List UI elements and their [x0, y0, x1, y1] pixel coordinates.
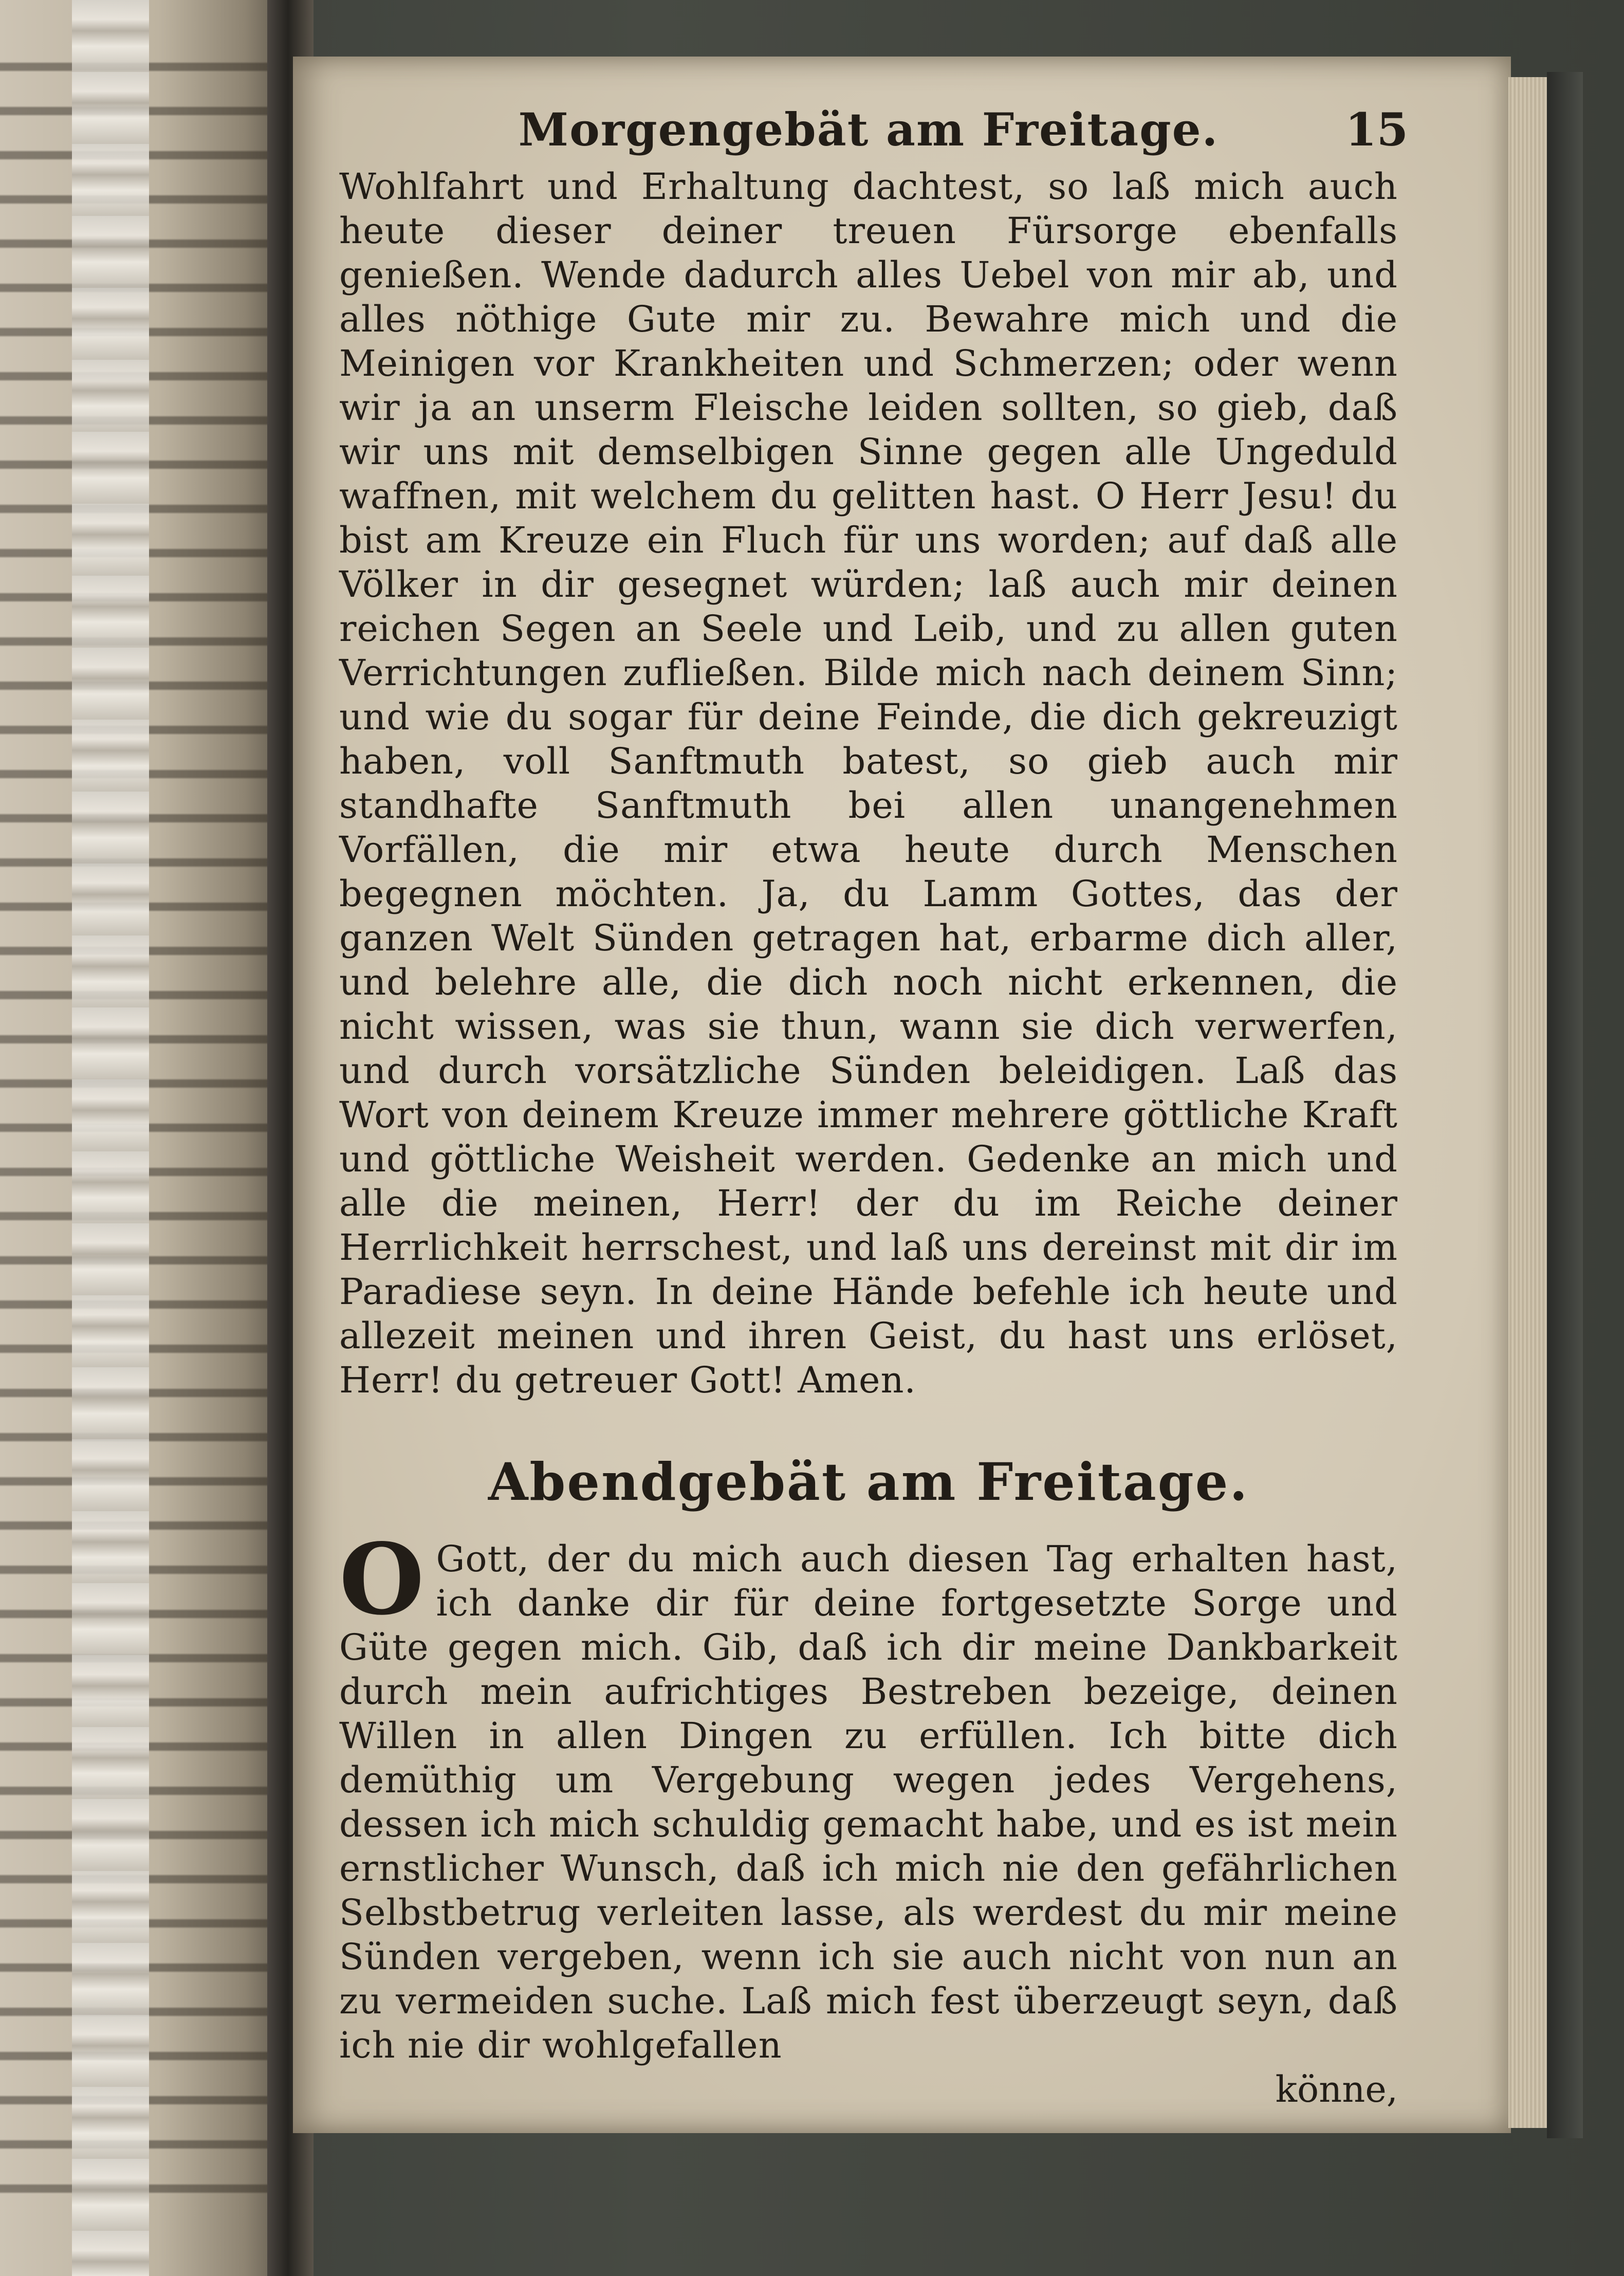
catchword: könne,: [1275, 2068, 1398, 2110]
evening-prayer-paragraph: [339, 1522, 1398, 2067]
running-head: Morgengebät am Freitage.: [518, 103, 1219, 156]
section-heading: Abendgebät am Freitage.: [488, 1452, 1249, 1512]
page-number: 15: [1345, 103, 1408, 156]
cover-edge: [1547, 72, 1583, 2138]
page-block-edge: [1508, 77, 1549, 2128]
page-strip: [72, 0, 149, 2276]
page-text: [339, 103, 1408, 2112]
page-header: [339, 103, 1408, 164]
evening-prayer-text: Gott, der du mich auch diesen Tag erhalten hast, ich danke dir für deine fortgesetzte Sorge und Güte gegen mich. Gib, daß ich dir meine Dankbarkeit durch mein aufrichtiges Bestreben bezeige, deinen Willen in allen Dingen zu erfüllen. Ich bitte dich demüthig um Vergebung wegen jedes Vergehens, dessen ich mich schuldig gemacht habe, und es ist mein ernstlicher Wunsch, daß ich mich nie den gefährlichen Selbstbetrug verleiten lasse, als werdest du mir meine Sünden vergeben, wenn ich sie auch nicht von nun an zu vermeiden suche. Laß mich fest überzeugt seyn, daß ich nie dir wohlgefallen: [339, 1538, 1398, 2066]
previous-page-fragment: [0, 0, 288, 2276]
morning-prayer-paragraph: Wohlfahrt und Erhaltung dachtest, so laß mich auch heute dieser deiner treuen Fürsorge ebenfalls genießen. Wende dadurch alles Uebel von mir ab, und alles nöthige Gute mir zu. Bewahre mich und die Meinigen vor Krankheiten und Schmerzen; oder wenn wir ja an unserm Fleische leiden sollten, so gieb, daß wir uns mit demselbigen Sinne gegen alle Ungeduld waffnen, mit welchem du gelitten hast. O Herr Jesu! du bist am Kreuze ein Fluch für uns worden; auf daß alle Völker in dir gesegnet würden; laß auch mir deinen reichen Segen an Seele und Leib, und zu allen guten Verrichtungen zufließen. Bilde mich nach deinem Sinn; und wie du sogar für deine Feinde, die dich gekreuzigt haben, voll Sanftmuth batest, so gieb auch mir standhafte Sanftmuth bei allen unangenehmen Vorfällen, die mir etwa heute durch Menschen begegnen möchten. Ja, du Lamm Gottes, das der ganzen Welt Sünden getragen hat, erbarme dich aller, und belehre alle, die dich noch nicht erkennen, die nicht wissen, was sie thun, wann sie dich verwerfen, und durch vorsätzliche Sünden beleidigen. Laß das Wort von deinem Kreuze immer mehrere göttliche Kraft und göttliche Weisheit werden. Gedenke an mich und alle die meinen, Herr! der du im Reiche deiner Herrlichkeit herrschest, und laß uns dereinst mit dir im Paradiese seyn. In deine Hände befehle ich heute und allezeit meinen und ihren Geist, du hast uns erlöset, Herr! du getreuer Gott! Amen.: [339, 166, 1398, 1401]
drop-cap: O: [339, 1522, 425, 1637]
